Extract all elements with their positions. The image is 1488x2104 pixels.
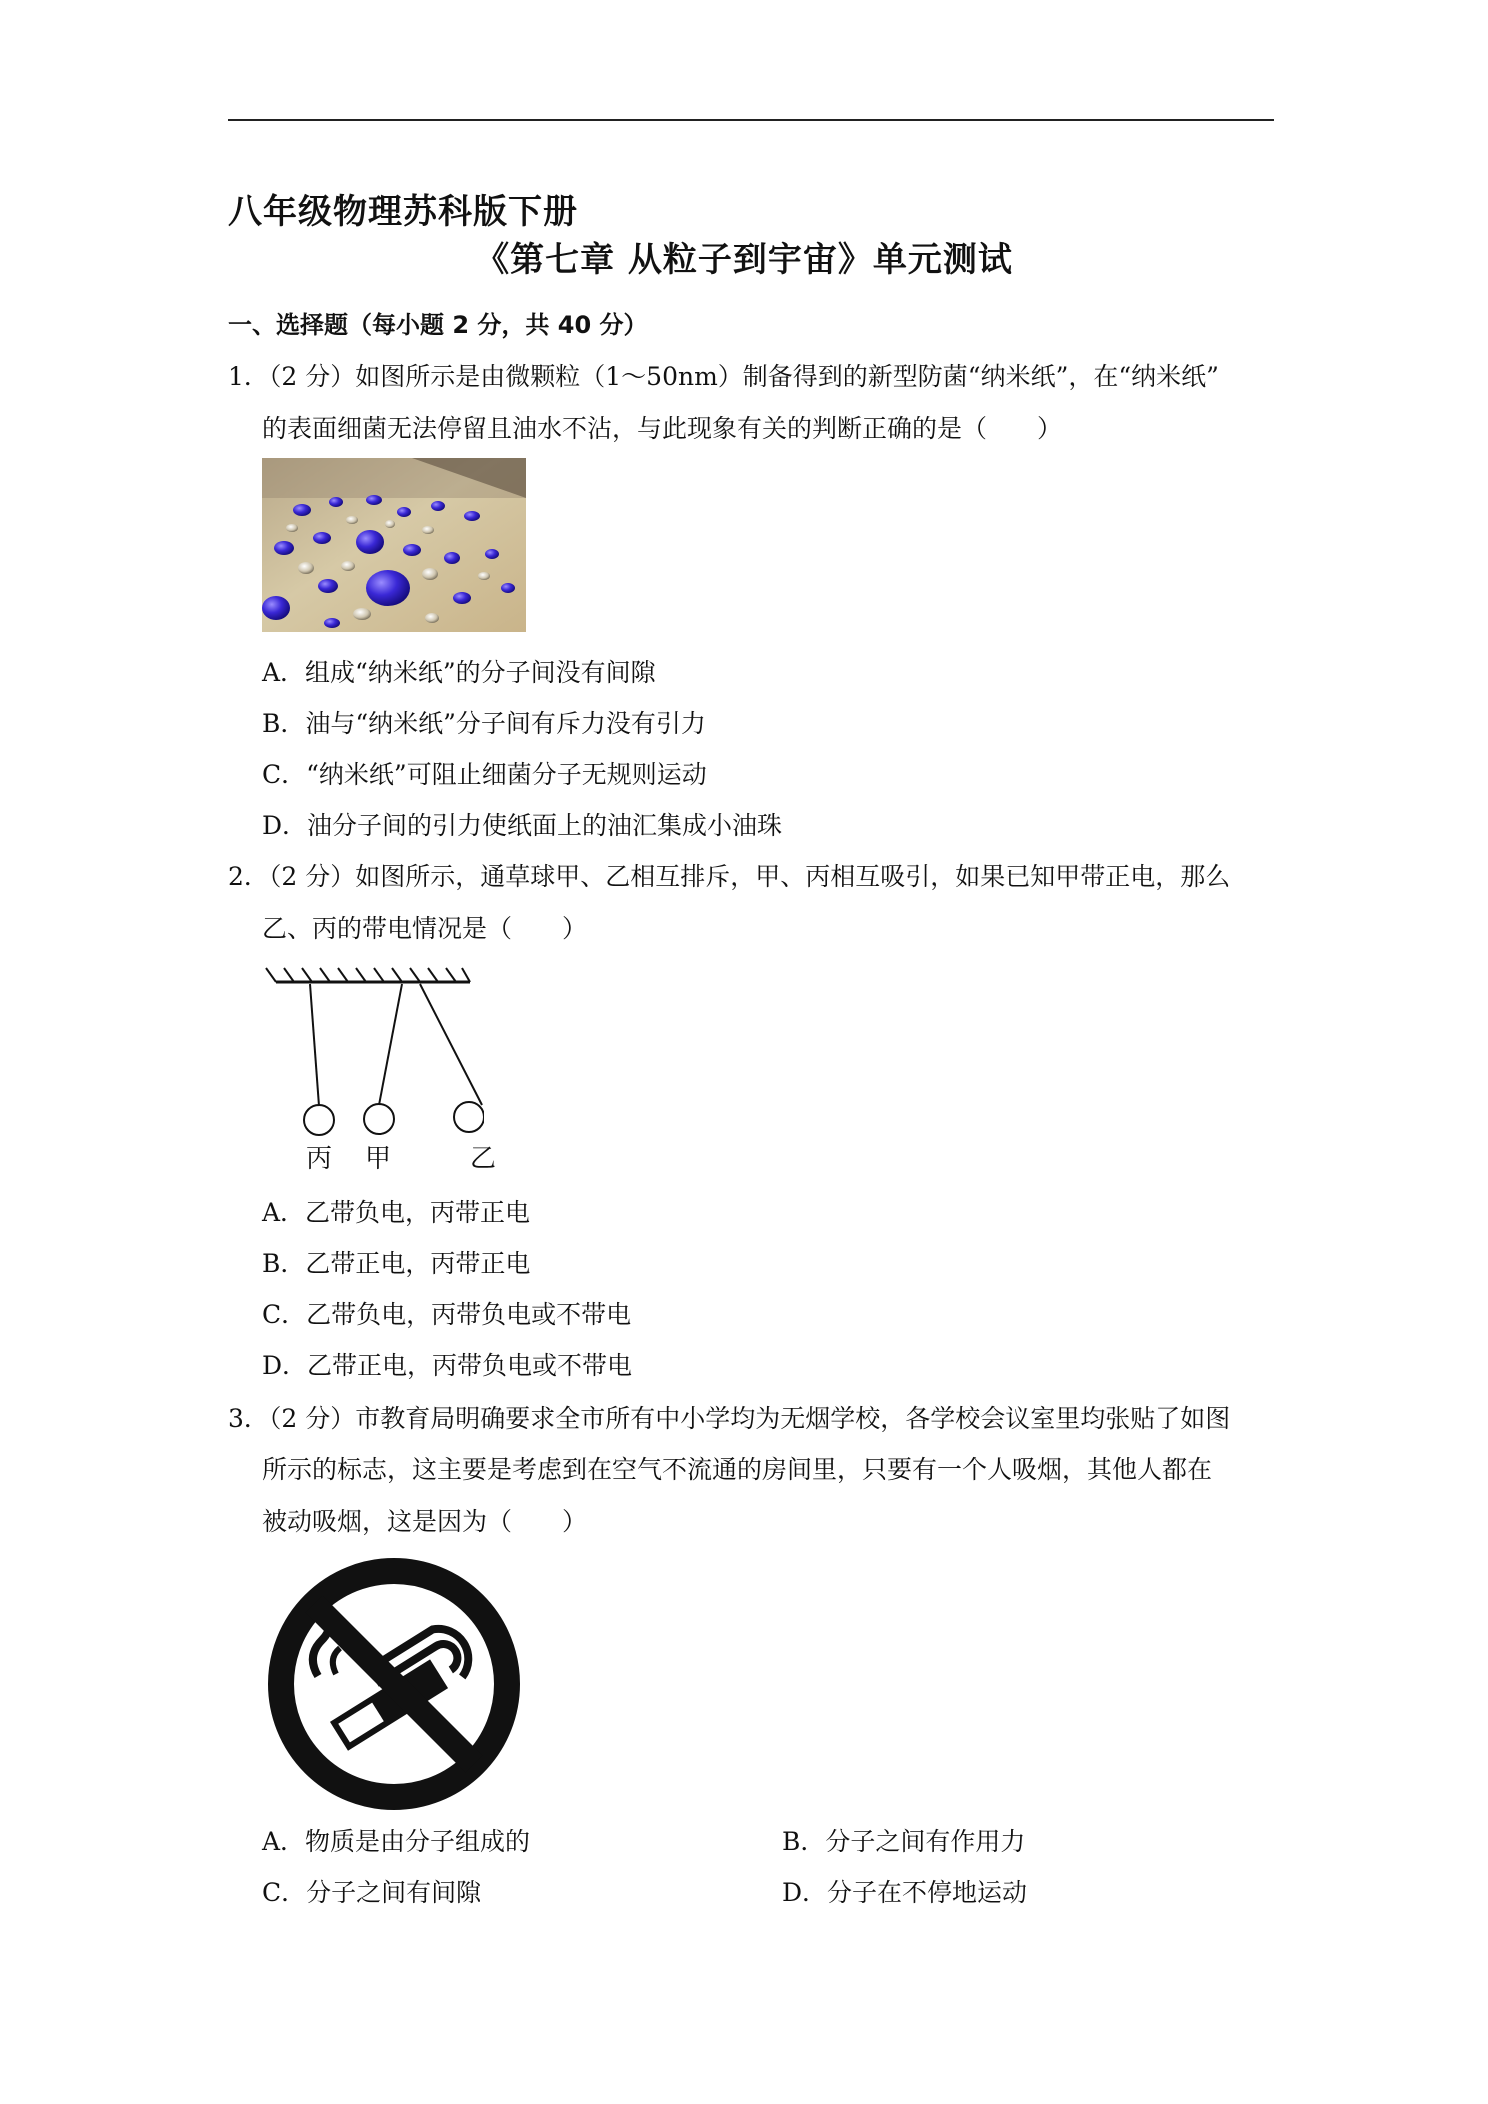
question-2-line-1: 2．（2 分）如图所示，通草球甲、乙相互排斥，甲、丙相互吸引，如果已知甲带正电，那么: [228, 862, 1231, 891]
question-1-option-a: A．组成“纳米纸”的分子间没有间隙: [262, 658, 656, 687]
title-line-2: 《第七章 从粒子到宇宙》单元测试: [475, 240, 1013, 280]
question-2-option-b: B．乙带正电，丙带正电: [262, 1249, 531, 1278]
section-heading: 一、选择题（每小题 2 分，共 40 分）: [228, 311, 648, 339]
question-1-option-c: C．“纳米纸”可阻止细菌分子无规则运动: [262, 760, 707, 789]
question-2-option-a: A．乙带负电，丙带正电: [262, 1198, 531, 1227]
label-jia: 甲: [365, 1144, 392, 1174]
nano-paper-photo-icon: [262, 458, 526, 632]
question-3-option-a: A．物质是由分子组成的: [262, 1827, 531, 1856]
label-yi: 乙: [470, 1144, 497, 1174]
question-1-option-b: B．油与“纳米纸”分子间有斥力没有引力: [262, 709, 706, 738]
label-bing: 丙: [306, 1144, 333, 1174]
question-3-option-d: D．分子在不停地运动: [782, 1878, 1028, 1907]
question-1-line-1: 1．（2 分）如图所示是由微颗粒（1～50nm）制备得到的新型防菌“纳米纸”，在“纳米纸”: [228, 362, 1219, 391]
question-3-option-c: C．分子之间有间隙: [262, 1878, 482, 1907]
question-2-option-c: C．乙带负电，丙带负电或不带电: [262, 1300, 632, 1329]
question-2-line-2: 乙、丙的带电情况是（ ）: [262, 914, 588, 943]
no-smoking-sign-icon: [266, 1556, 522, 1812]
question-3-line-2: 所示的标志，这主要是考虑到在空气不流通的房间里，只要有一个人吸烟，其他人都在: [262, 1455, 1213, 1484]
question-3-option-b: B．分子之间有作用力: [782, 1827, 1026, 1856]
question-1-option-d: D．油分子间的引力使纸面上的油汇集成小油珠: [262, 811, 783, 840]
question-3-line-1: 3．（2 分）市教育局明确要求全市所有中小学均为无烟学校，各学校会议室里均张贴了如图: [228, 1404, 1231, 1433]
question-1-line-2: 的表面细菌无法停留且油水不沾，与此现象有关的判断正确的是（ ）: [262, 414, 1063, 443]
question-2-option-d: D．乙带正电，丙带负电或不带电: [262, 1351, 633, 1380]
title-line-1: 八年级物理苏科版下册: [228, 192, 578, 232]
question-3-line-3: 被动吸烟，这是因为（ ）: [262, 1507, 588, 1536]
header-rule: [228, 119, 1274, 121]
